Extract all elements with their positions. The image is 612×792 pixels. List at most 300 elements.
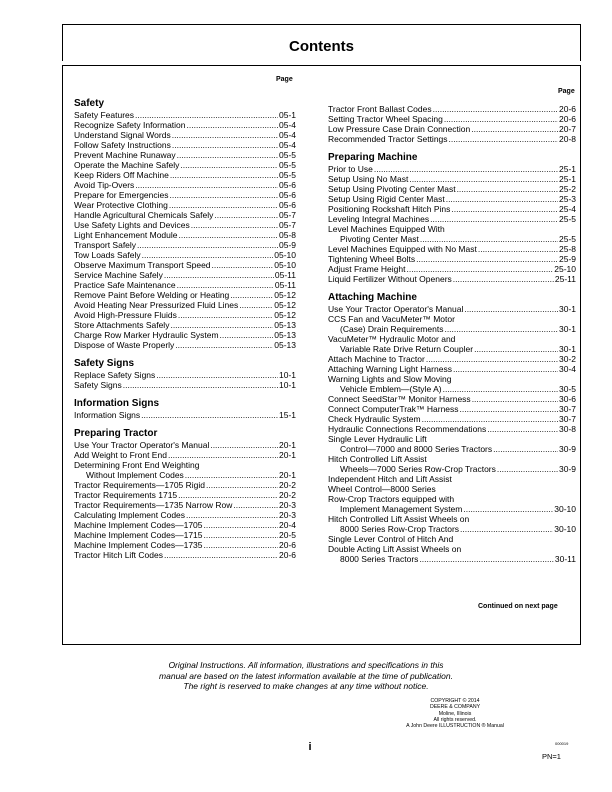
toc-entry[interactable] bbox=[74, 170, 296, 180]
toc-entry[interactable] bbox=[328, 204, 576, 214]
toc-entry-page: 05-7 bbox=[278, 210, 296, 220]
toc-entry[interactable] bbox=[74, 480, 296, 490]
copyright-line: All rights reserved. bbox=[433, 716, 477, 723]
toc-entry[interactable] bbox=[328, 504, 576, 514]
toc-entry-page: 25-5 bbox=[558, 214, 576, 224]
toc-entry-title: Tractor Hitch Lift Codes bbox=[74, 550, 163, 560]
dot-leader bbox=[374, 164, 558, 174]
toc-entry-page: 05-8 bbox=[278, 230, 296, 240]
toc-entry-page: 30-2 bbox=[558, 354, 576, 364]
toc-entry[interactable] bbox=[328, 554, 576, 564]
dot-leader bbox=[212, 260, 274, 270]
toc-entry-page: 05-13 bbox=[274, 320, 296, 330]
toc-entry-page: 20-1 bbox=[278, 450, 296, 460]
toc-entry[interactable] bbox=[74, 240, 296, 250]
dot-leader bbox=[444, 114, 558, 124]
toc-entry-page: 30-7 bbox=[558, 414, 576, 424]
toc-entry[interactable] bbox=[328, 234, 576, 244]
toc-entry[interactable] bbox=[328, 304, 576, 314]
toc-entry-line: Double Acting Lift Assist Wheels on bbox=[328, 544, 462, 554]
toc-entry[interactable] bbox=[74, 270, 296, 280]
toc-entry-page: 05-10 bbox=[274, 260, 296, 270]
toc-entry-title: Replace Safety Signs bbox=[74, 370, 156, 380]
toc-entry[interactable] bbox=[74, 180, 296, 190]
toc-entry[interactable] bbox=[328, 444, 576, 454]
toc-entry-title: Low Pressure Case Drain Connection bbox=[328, 124, 471, 134]
dot-leader bbox=[460, 404, 558, 414]
document-code: 000019 bbox=[555, 741, 569, 746]
toc-entry[interactable] bbox=[74, 190, 296, 200]
section-heading: Attaching Machine bbox=[328, 292, 417, 303]
dot-leader bbox=[422, 414, 558, 424]
toc-entry-line: Determining Front End Weighting bbox=[74, 460, 200, 470]
toc-entry-page: 30-1 bbox=[558, 344, 576, 354]
copyright-line: Moline, Illinois bbox=[438, 710, 472, 717]
toc-entry-title: Understand Signal Words bbox=[74, 130, 171, 140]
dot-leader bbox=[472, 394, 558, 404]
toc-entry-page: 30-9 bbox=[558, 464, 576, 474]
dot-leader bbox=[172, 130, 278, 140]
toc-entry-page: 05-12 bbox=[274, 310, 296, 320]
toc-entry-page: 05-13 bbox=[274, 340, 296, 350]
toc-entry-title: Tractor Requirements—1705 Rigid bbox=[74, 480, 206, 490]
toc-entry-title: Without Implement Codes bbox=[86, 470, 184, 480]
toc-entry-page: 25-1 bbox=[558, 164, 576, 174]
toc-entry-page: 05-4 bbox=[278, 140, 296, 150]
toc-entry-title: Observe Maximum Transport Speed bbox=[74, 260, 211, 270]
toc-entry[interactable] bbox=[74, 310, 296, 320]
toc-entry-title: Handle Agricultural Chemicals Safely bbox=[74, 210, 214, 220]
footer-line: Original Instructions. All information, illustrations and specifications in this bbox=[168, 660, 444, 670]
toc-entry-title: Use Your Tractor Operator's Manual bbox=[74, 440, 210, 450]
dot-leader bbox=[446, 194, 558, 204]
dot-leader bbox=[426, 354, 558, 364]
copyright-line: A John Deere ILLUSTRUCTION ® Manual bbox=[406, 723, 504, 730]
page-number: i bbox=[308, 741, 312, 753]
toc-entry[interactable] bbox=[328, 244, 576, 254]
toc-entry[interactable] bbox=[328, 384, 576, 394]
dot-leader bbox=[233, 500, 278, 510]
toc-entry-title: Avoid Heating Near Pressurized Fluid Lines bbox=[74, 300, 239, 310]
right-page-label: Page bbox=[558, 88, 575, 95]
dot-leader bbox=[170, 170, 278, 180]
toc-entry-line: VacuMeter™ Hydraulic Motor and bbox=[328, 334, 456, 344]
toc-entry-page: 30-1 bbox=[558, 324, 576, 334]
toc-entry[interactable] bbox=[74, 200, 296, 210]
dot-leader bbox=[164, 270, 274, 280]
dot-leader bbox=[230, 290, 273, 300]
dot-leader bbox=[220, 330, 274, 340]
toc-entry-page: 30-8 bbox=[558, 424, 576, 434]
toc-entry[interactable] bbox=[328, 424, 576, 434]
toc-entry-title: Attach Machine to Tractor bbox=[328, 354, 425, 364]
dot-leader bbox=[453, 274, 554, 284]
toc-entry-title: Hydraulic Connections Recommendations bbox=[328, 424, 487, 434]
toc-entry-page: 20-5 bbox=[278, 530, 296, 540]
toc-entry-page: 30-7 bbox=[558, 404, 576, 414]
page-title: Contents bbox=[289, 38, 354, 55]
toc-entry-title: Variable Rate Drive Return Coupler bbox=[340, 344, 474, 354]
dot-leader bbox=[179, 230, 278, 240]
toc-entry-title: Liquid Fertilizer Without Openers bbox=[328, 274, 452, 284]
dot-leader bbox=[214, 210, 278, 220]
toc-entry-title: Check Hydraulic System bbox=[328, 414, 421, 424]
dot-leader bbox=[180, 160, 278, 170]
toc-entry-page: 30-11 bbox=[554, 554, 576, 564]
toc-entry-page: 25-3 bbox=[558, 194, 576, 204]
toc-entry[interactable] bbox=[328, 324, 576, 334]
dot-leader bbox=[453, 364, 558, 374]
toc-entry[interactable] bbox=[328, 414, 576, 424]
section-heading: Information Signs bbox=[74, 398, 159, 409]
toc-entry-title: Setup Using Rigid Center Mast bbox=[328, 194, 445, 204]
toc-entry[interactable] bbox=[74, 210, 296, 220]
toc-entry-title: Positioning Rockshaft Hitch Pins bbox=[328, 204, 451, 214]
toc-entry-title: Machine Implement Codes—1735 bbox=[74, 540, 203, 550]
dot-leader bbox=[206, 480, 278, 490]
dot-leader bbox=[141, 410, 278, 420]
copyright-block bbox=[380, 698, 530, 729]
toc-entry-page: 30-10 bbox=[554, 504, 576, 514]
toc-entry-page: 05-12 bbox=[274, 290, 296, 300]
dot-leader bbox=[474, 344, 558, 354]
dot-leader bbox=[187, 120, 278, 130]
dot-leader bbox=[135, 110, 278, 120]
toc-entry-title: Safety Features bbox=[74, 110, 135, 120]
dot-leader bbox=[178, 490, 278, 500]
toc-entry-title: Transport Safely bbox=[74, 240, 137, 250]
dot-leader bbox=[175, 340, 273, 350]
toc-entry-line: Hitch Controlled Lift Assist bbox=[328, 454, 427, 464]
dot-leader bbox=[409, 174, 558, 184]
section-heading: Safety bbox=[74, 98, 105, 109]
toc-entry-title: Pivoting Center Mast bbox=[340, 234, 419, 244]
toc-entry[interactable] bbox=[74, 550, 296, 560]
toc-entry-title: Store Attachments Safely bbox=[74, 320, 170, 330]
toc-entry-title: Prevent Machine Runaway bbox=[74, 150, 176, 160]
toc-entry-title: Information Signs bbox=[74, 410, 141, 420]
toc-entry-page: 25-10 bbox=[554, 264, 576, 274]
dot-leader bbox=[493, 444, 558, 454]
toc-entry[interactable] bbox=[328, 104, 576, 114]
toc-entry[interactable] bbox=[74, 470, 296, 480]
toc-entry[interactable] bbox=[74, 130, 296, 140]
toc-entry-page: 25-4 bbox=[558, 204, 576, 214]
section-heading: Preparing Machine bbox=[328, 152, 418, 163]
toc-entry-title: Tightening Wheel Bolts bbox=[328, 254, 416, 264]
toc-entry[interactable] bbox=[328, 254, 576, 264]
dot-leader bbox=[478, 244, 558, 254]
toc-entry[interactable] bbox=[74, 450, 296, 460]
toc-entry-title: Recommended Tractor Settings bbox=[328, 134, 448, 144]
toc-entry-page: 05-9 bbox=[278, 240, 296, 250]
toc-entry-page: 30-10 bbox=[554, 524, 576, 534]
footer-line: manual are based on the latest information available at the time of publication. bbox=[159, 670, 453, 681]
toc-entry[interactable] bbox=[328, 124, 576, 134]
toc-entry-title: Add Weight to Front End bbox=[74, 450, 167, 460]
toc-entry-title: Implement Management System bbox=[340, 504, 463, 514]
toc-entry[interactable] bbox=[74, 530, 296, 540]
toc-entry[interactable] bbox=[74, 220, 296, 230]
copyright-line: COPYRIGHT © 2014 bbox=[430, 698, 480, 704]
toc-entry-page: 25-5 bbox=[558, 234, 576, 244]
toc-entry-title: Charge Row Marker Hydraulic System bbox=[74, 330, 219, 340]
toc-entry-page: 25-8 bbox=[558, 244, 576, 254]
toc-entry-page: 20-1 bbox=[278, 470, 296, 480]
dot-leader bbox=[497, 464, 558, 474]
toc-entry-page: 30-9 bbox=[558, 444, 576, 454]
toc-entry-title: Wear Protective Clothing bbox=[74, 200, 168, 210]
toc-entry[interactable] bbox=[74, 320, 296, 330]
dot-leader bbox=[464, 304, 558, 314]
dot-leader bbox=[170, 320, 273, 330]
toc-entry[interactable] bbox=[328, 174, 576, 184]
toc-entry-page: 20-4 bbox=[278, 520, 296, 530]
toc-entry-page: 05-10 bbox=[274, 250, 296, 260]
toc-entry-title: Setting Tractor Wheel Spacing bbox=[328, 114, 443, 124]
dot-leader bbox=[178, 310, 273, 320]
toc-entry[interactable] bbox=[74, 230, 296, 240]
toc-entry-line: Wheel Control—8000 Series bbox=[328, 484, 436, 494]
dot-leader bbox=[185, 470, 278, 480]
toc-entry[interactable] bbox=[74, 500, 296, 510]
continued-note: Continued on next page bbox=[478, 603, 558, 610]
toc-entry-title: Wheels—7000 Series Row-Crop Tractors bbox=[340, 464, 496, 474]
toc-entry-title: Use Safety Lights and Devices bbox=[74, 220, 190, 230]
toc-entry[interactable] bbox=[74, 490, 296, 500]
dot-leader bbox=[135, 180, 278, 190]
toc-entry-page: 15-1 bbox=[278, 410, 296, 420]
toc-entry[interactable] bbox=[328, 524, 576, 534]
section-heading: Preparing Tractor bbox=[74, 428, 158, 439]
toc-entry[interactable] bbox=[74, 300, 296, 310]
dot-leader bbox=[177, 150, 278, 160]
footer-note bbox=[0, 660, 612, 692]
dot-leader bbox=[406, 264, 553, 274]
toc-entry-title: Safety Signs bbox=[74, 380, 122, 390]
toc-entry-title: Control—7000 and 8000 Series Tractors bbox=[340, 444, 493, 454]
toc-entry-line: Single Lever Hydraulic Lift bbox=[328, 434, 427, 444]
toc-entry-page: 05-4 bbox=[278, 130, 296, 140]
toc-entry-page: 05-11 bbox=[274, 270, 296, 280]
dot-leader bbox=[430, 214, 558, 224]
toc-entry-page: 05-11 bbox=[274, 280, 296, 290]
toc-entry[interactable] bbox=[74, 370, 296, 380]
toc-entry[interactable] bbox=[328, 164, 576, 174]
toc-entry-title: Follow Safety Instructions bbox=[74, 140, 171, 150]
toc-entry[interactable] bbox=[74, 120, 296, 130]
toc-entry-title: Practice Safe Maintenance bbox=[74, 280, 176, 290]
toc-entry-title: 8000 Series Tractors bbox=[340, 554, 419, 564]
toc-entry[interactable] bbox=[74, 250, 296, 260]
toc-entry-title: Service Machine Safely bbox=[74, 270, 163, 280]
toc-entry-title: Tractor Requirements 1715 bbox=[74, 490, 178, 500]
toc-entry-title: Setup Using Pivoting Center Mast bbox=[328, 184, 456, 194]
toc-entry-title: Avoid High-Pressure Fluids bbox=[74, 310, 177, 320]
toc-entry-title: Light Enhancement Module bbox=[74, 230, 178, 240]
dot-leader bbox=[204, 520, 278, 530]
dot-leader bbox=[239, 300, 273, 310]
toc-entry-line: Warning Lights and Slow Moving bbox=[328, 374, 452, 384]
toc-entry-page: 10-1 bbox=[278, 380, 296, 390]
section-heading: Safety Signs bbox=[74, 358, 135, 369]
toc-entry-page: 25-1 bbox=[558, 174, 576, 184]
toc-entry-title: Remove Paint Before Welding or Heating bbox=[74, 290, 230, 300]
toc-entry-line: Single Lever Control of Hitch And bbox=[328, 534, 454, 544]
toc-entry-title: Prior to Use bbox=[328, 164, 373, 174]
toc-entry-title: Connect SeedStar™ Monitor Harness bbox=[328, 394, 471, 404]
toc-entry[interactable] bbox=[74, 380, 296, 390]
toc-entry[interactable] bbox=[74, 110, 296, 120]
toc-entry-page: 20-6 bbox=[558, 104, 576, 114]
dot-leader bbox=[186, 510, 278, 520]
footer-line: The right is reserved to make changes at any time without notice. bbox=[183, 681, 429, 691]
toc-entry[interactable] bbox=[328, 394, 576, 404]
dot-leader bbox=[433, 104, 558, 114]
toc-entry[interactable] bbox=[74, 330, 296, 340]
dot-leader bbox=[191, 220, 278, 230]
dot-leader bbox=[123, 380, 278, 390]
toc-entry-title: Keep Riders Off Machine bbox=[74, 170, 169, 180]
toc-entry-title: Prepare for Emergencies bbox=[74, 190, 169, 200]
toc-entry-page: 20-7 bbox=[558, 124, 576, 134]
dot-leader bbox=[487, 424, 558, 434]
toc-entry-page: 20-6 bbox=[278, 550, 296, 560]
toc-entry[interactable] bbox=[74, 160, 296, 170]
toc-entry-title: Avoid Tip-Overs bbox=[74, 180, 135, 190]
dot-leader bbox=[204, 540, 278, 550]
dot-leader bbox=[156, 370, 278, 380]
toc-entry-page: 05-5 bbox=[278, 160, 296, 170]
toc-entry[interactable] bbox=[74, 140, 296, 150]
dot-leader bbox=[416, 254, 558, 264]
toc-entry-page: 05-7 bbox=[278, 220, 296, 230]
toc-entry-page: 20-1 bbox=[278, 440, 296, 450]
toc-entry-page: 05-12 bbox=[274, 300, 296, 310]
toc-entry[interactable] bbox=[328, 194, 576, 204]
toc-entry-page: 05-6 bbox=[278, 200, 296, 210]
toc-entry-page: 05-4 bbox=[278, 120, 296, 130]
toc-entry-title: Machine Implement Codes—1715 bbox=[74, 530, 203, 540]
toc-entry-page: 30-5 bbox=[558, 384, 576, 394]
dot-leader bbox=[449, 134, 558, 144]
dot-leader bbox=[177, 280, 274, 290]
dot-leader bbox=[172, 140, 278, 150]
dot-leader bbox=[142, 250, 274, 260]
toc-entry[interactable] bbox=[74, 280, 296, 290]
toc-entry-page: 20-6 bbox=[558, 114, 576, 124]
toc-entry-title: 8000 Series Row-Crop Tractors bbox=[340, 524, 460, 534]
toc-entry-title: Setup Using No Mast bbox=[328, 174, 409, 184]
toc-entry-line: CCS Fan and VacuMeter™ Motor bbox=[328, 314, 455, 324]
toc-entry-title: (Case) Drain Requirements bbox=[340, 324, 444, 334]
toc-entry[interactable] bbox=[328, 354, 576, 364]
toc-entry-page: 05-1 bbox=[278, 110, 296, 120]
dot-leader bbox=[443, 384, 558, 394]
toc-entry[interactable] bbox=[328, 114, 576, 124]
toc-entry-page: 30-4 bbox=[558, 364, 576, 374]
toc-entry-title: Dispose of Waste Properly bbox=[74, 340, 175, 350]
title-box bbox=[62, 24, 581, 61]
toc-entry[interactable] bbox=[328, 264, 576, 274]
toc-entry-page: 25-9 bbox=[558, 254, 576, 264]
toc-entry-page: 20-3 bbox=[278, 500, 296, 510]
toc-entry[interactable] bbox=[74, 540, 296, 550]
dot-leader bbox=[137, 240, 278, 250]
copyright-line: DEERE & COMPANY bbox=[429, 704, 481, 711]
toc-entry[interactable] bbox=[328, 404, 576, 414]
toc-entry-page: 05-5 bbox=[278, 150, 296, 160]
toc-entry-page: 25-11 bbox=[554, 274, 576, 284]
toc-entry-title: Leveling Integral Machines bbox=[328, 214, 430, 224]
dot-leader bbox=[451, 204, 558, 214]
toc-entry-page: 05-5 bbox=[278, 170, 296, 180]
dot-leader bbox=[463, 504, 553, 514]
toc-entry[interactable] bbox=[74, 150, 296, 160]
toc-entry[interactable] bbox=[74, 520, 296, 530]
toc-entry[interactable] bbox=[328, 214, 576, 224]
toc-entry[interactable] bbox=[74, 340, 296, 350]
dot-leader bbox=[204, 530, 278, 540]
toc-entry-title: Calculating Implement Codes bbox=[74, 510, 186, 520]
toc-entry-page: 30-1 bbox=[558, 304, 576, 314]
toc-entry[interactable] bbox=[74, 260, 296, 270]
toc-entry[interactable] bbox=[74, 510, 296, 520]
toc-entry-page: 05-6 bbox=[278, 180, 296, 190]
toc-entry-title: Recognize Safety Information bbox=[74, 120, 186, 130]
toc-entry[interactable] bbox=[328, 464, 576, 474]
pn-label: PN=1 bbox=[542, 752, 561, 761]
toc-entry-title: Adjust Frame Height bbox=[328, 264, 406, 274]
toc-entry-title: Use Your Tractor Operator's Manual bbox=[328, 304, 464, 314]
toc-entry-page: 20-2 bbox=[278, 490, 296, 500]
toc-entry[interactable] bbox=[328, 134, 576, 144]
dot-leader bbox=[471, 124, 558, 134]
dot-leader bbox=[420, 234, 558, 244]
toc-entry-title: Attaching Warning Light Harness bbox=[328, 364, 452, 374]
toc-entry-title: Level Machines Equipped with No Mast bbox=[328, 244, 477, 254]
toc-entry-page: 30-6 bbox=[558, 394, 576, 404]
toc-entry-line: Level Machines Equipped With bbox=[328, 224, 445, 234]
toc-entry-title: Tractor Front Ballast Codes bbox=[328, 104, 432, 114]
toc-entry-title: Vehicle Emblem—(Style A) bbox=[340, 384, 442, 394]
toc-entry[interactable] bbox=[74, 410, 296, 420]
toc-entry[interactable] bbox=[328, 184, 576, 194]
dot-leader bbox=[169, 200, 278, 210]
toc-entry-line: Independent Hitch and Lift Assist bbox=[328, 474, 452, 484]
left-page-label: Page bbox=[276, 76, 293, 83]
toc-entry-title: Connect ComputerTrak™ Harness bbox=[328, 404, 459, 414]
dot-leader bbox=[164, 550, 278, 560]
toc-entry-page: 20-8 bbox=[558, 134, 576, 144]
dot-leader bbox=[170, 190, 278, 200]
dot-leader bbox=[460, 524, 553, 534]
toc-entry-page: 20-6 bbox=[278, 540, 296, 550]
toc-entry-line: Row-Crop Tractors equipped with bbox=[328, 494, 455, 504]
toc-entry[interactable] bbox=[328, 364, 576, 374]
toc-entry-title: Operate the Machine Safely bbox=[74, 160, 180, 170]
toc-entry[interactable] bbox=[74, 440, 296, 450]
toc-entry-title: Machine Implement Codes—1705 bbox=[74, 520, 203, 530]
dot-leader bbox=[444, 324, 558, 334]
toc-entry[interactable] bbox=[328, 274, 576, 284]
dot-leader bbox=[210, 440, 278, 450]
toc-entry[interactable] bbox=[74, 290, 296, 300]
dot-leader bbox=[168, 450, 278, 460]
toc-entry-title: Tractor Requirements—1735 Narrow Row bbox=[74, 500, 233, 510]
toc-entry[interactable] bbox=[328, 344, 576, 354]
toc-entry-title: Tow Loads Safely bbox=[74, 250, 141, 260]
